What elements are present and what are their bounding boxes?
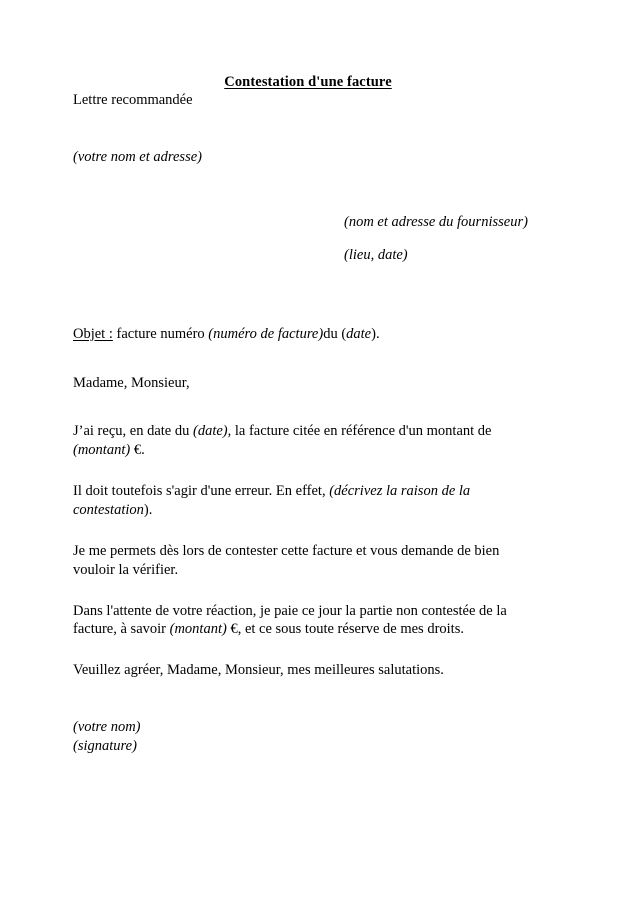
spacer: [73, 265, 543, 303]
received-amount-placeholder: (montant): [73, 442, 131, 459]
subject-text-before: facture numéro: [116, 325, 205, 342]
salutation-line: Madame, Monsieur,: [73, 374, 190, 391]
received-text-part2: , la facture citée en référence d'un montant de: [227, 423, 492, 440]
closing-line: Veuillez agréer, Madame, Monsieur, mes meilleures salutations.: [73, 662, 444, 679]
spacer: [73, 639, 543, 661]
error-text-part1: Il doit toutefois s'agir d'une erreur. En effet,: [73, 483, 326, 500]
subject-line: [73, 325, 543, 344]
spacer: [73, 392, 543, 422]
registered-letter-line: Lettre recommandée: [73, 92, 193, 109]
sender-address-placeholder: (votre nom et adresse): [73, 149, 202, 166]
spacer: [73, 460, 543, 482]
subject-text-middle: du (: [323, 325, 347, 342]
document-title: [73, 74, 543, 91]
spacer: [73, 110, 543, 148]
error-text-part2: ).: [143, 501, 153, 518]
spacer: [73, 580, 543, 602]
payment-text-part1: Dans l'attente de votre réaction, je paie ce jour la partie non contestée de la facture, à savoir: [73, 602, 507, 638]
signature-name-placeholder: (votre nom): [73, 719, 141, 736]
payment-amount-placeholder: (montant): [169, 621, 227, 638]
place-date-placeholder: (lieu, date): [344, 246, 408, 263]
payment-currency-symbol: €: [230, 621, 238, 638]
subject-text-after: ).: [371, 325, 380, 342]
spacer: [73, 344, 543, 374]
spacer: [73, 232, 543, 246]
signature-placeholder: (signature): [73, 737, 137, 754]
paragraph-error-claim: [73, 482, 543, 520]
spacer: [73, 680, 543, 718]
received-date-placeholder: (date): [192, 423, 228, 440]
spacer: [73, 303, 543, 325]
recipient-address-placeholder: (nom et adresse du fournisseur): [344, 214, 528, 231]
received-currency-symbol: €: [133, 442, 142, 459]
received-text-part3: .: [141, 442, 145, 459]
paragraph-contestation-request: Je me permets dès lors de contester cette facture et vous demande de bien vouloir la vérifier.: [73, 542, 500, 578]
subject-label: Objet :: [73, 325, 113, 342]
document-title-text: Contestation d'une facture: [224, 74, 392, 90]
subject-date-placeholder: date: [346, 325, 372, 342]
letter-body: [73, 74, 543, 755]
invoice-number-placeholder: (numéro de facture): [208, 325, 324, 342]
signature-block: [73, 718, 543, 755]
paragraph-partial-payment: [73, 602, 543, 640]
spacer: [73, 167, 543, 205]
payment-text-part2: , et ce sous toute réserve de mes droits.: [237, 621, 464, 638]
spacer: [73, 520, 543, 542]
reason-placeholder: (décrivez la raison de la contestation: [73, 483, 471, 518]
received-text-part1: J’ai reçu, en date du: [73, 423, 190, 440]
spacer: [73, 205, 543, 213]
paragraph-invoice-received: [73, 422, 543, 460]
